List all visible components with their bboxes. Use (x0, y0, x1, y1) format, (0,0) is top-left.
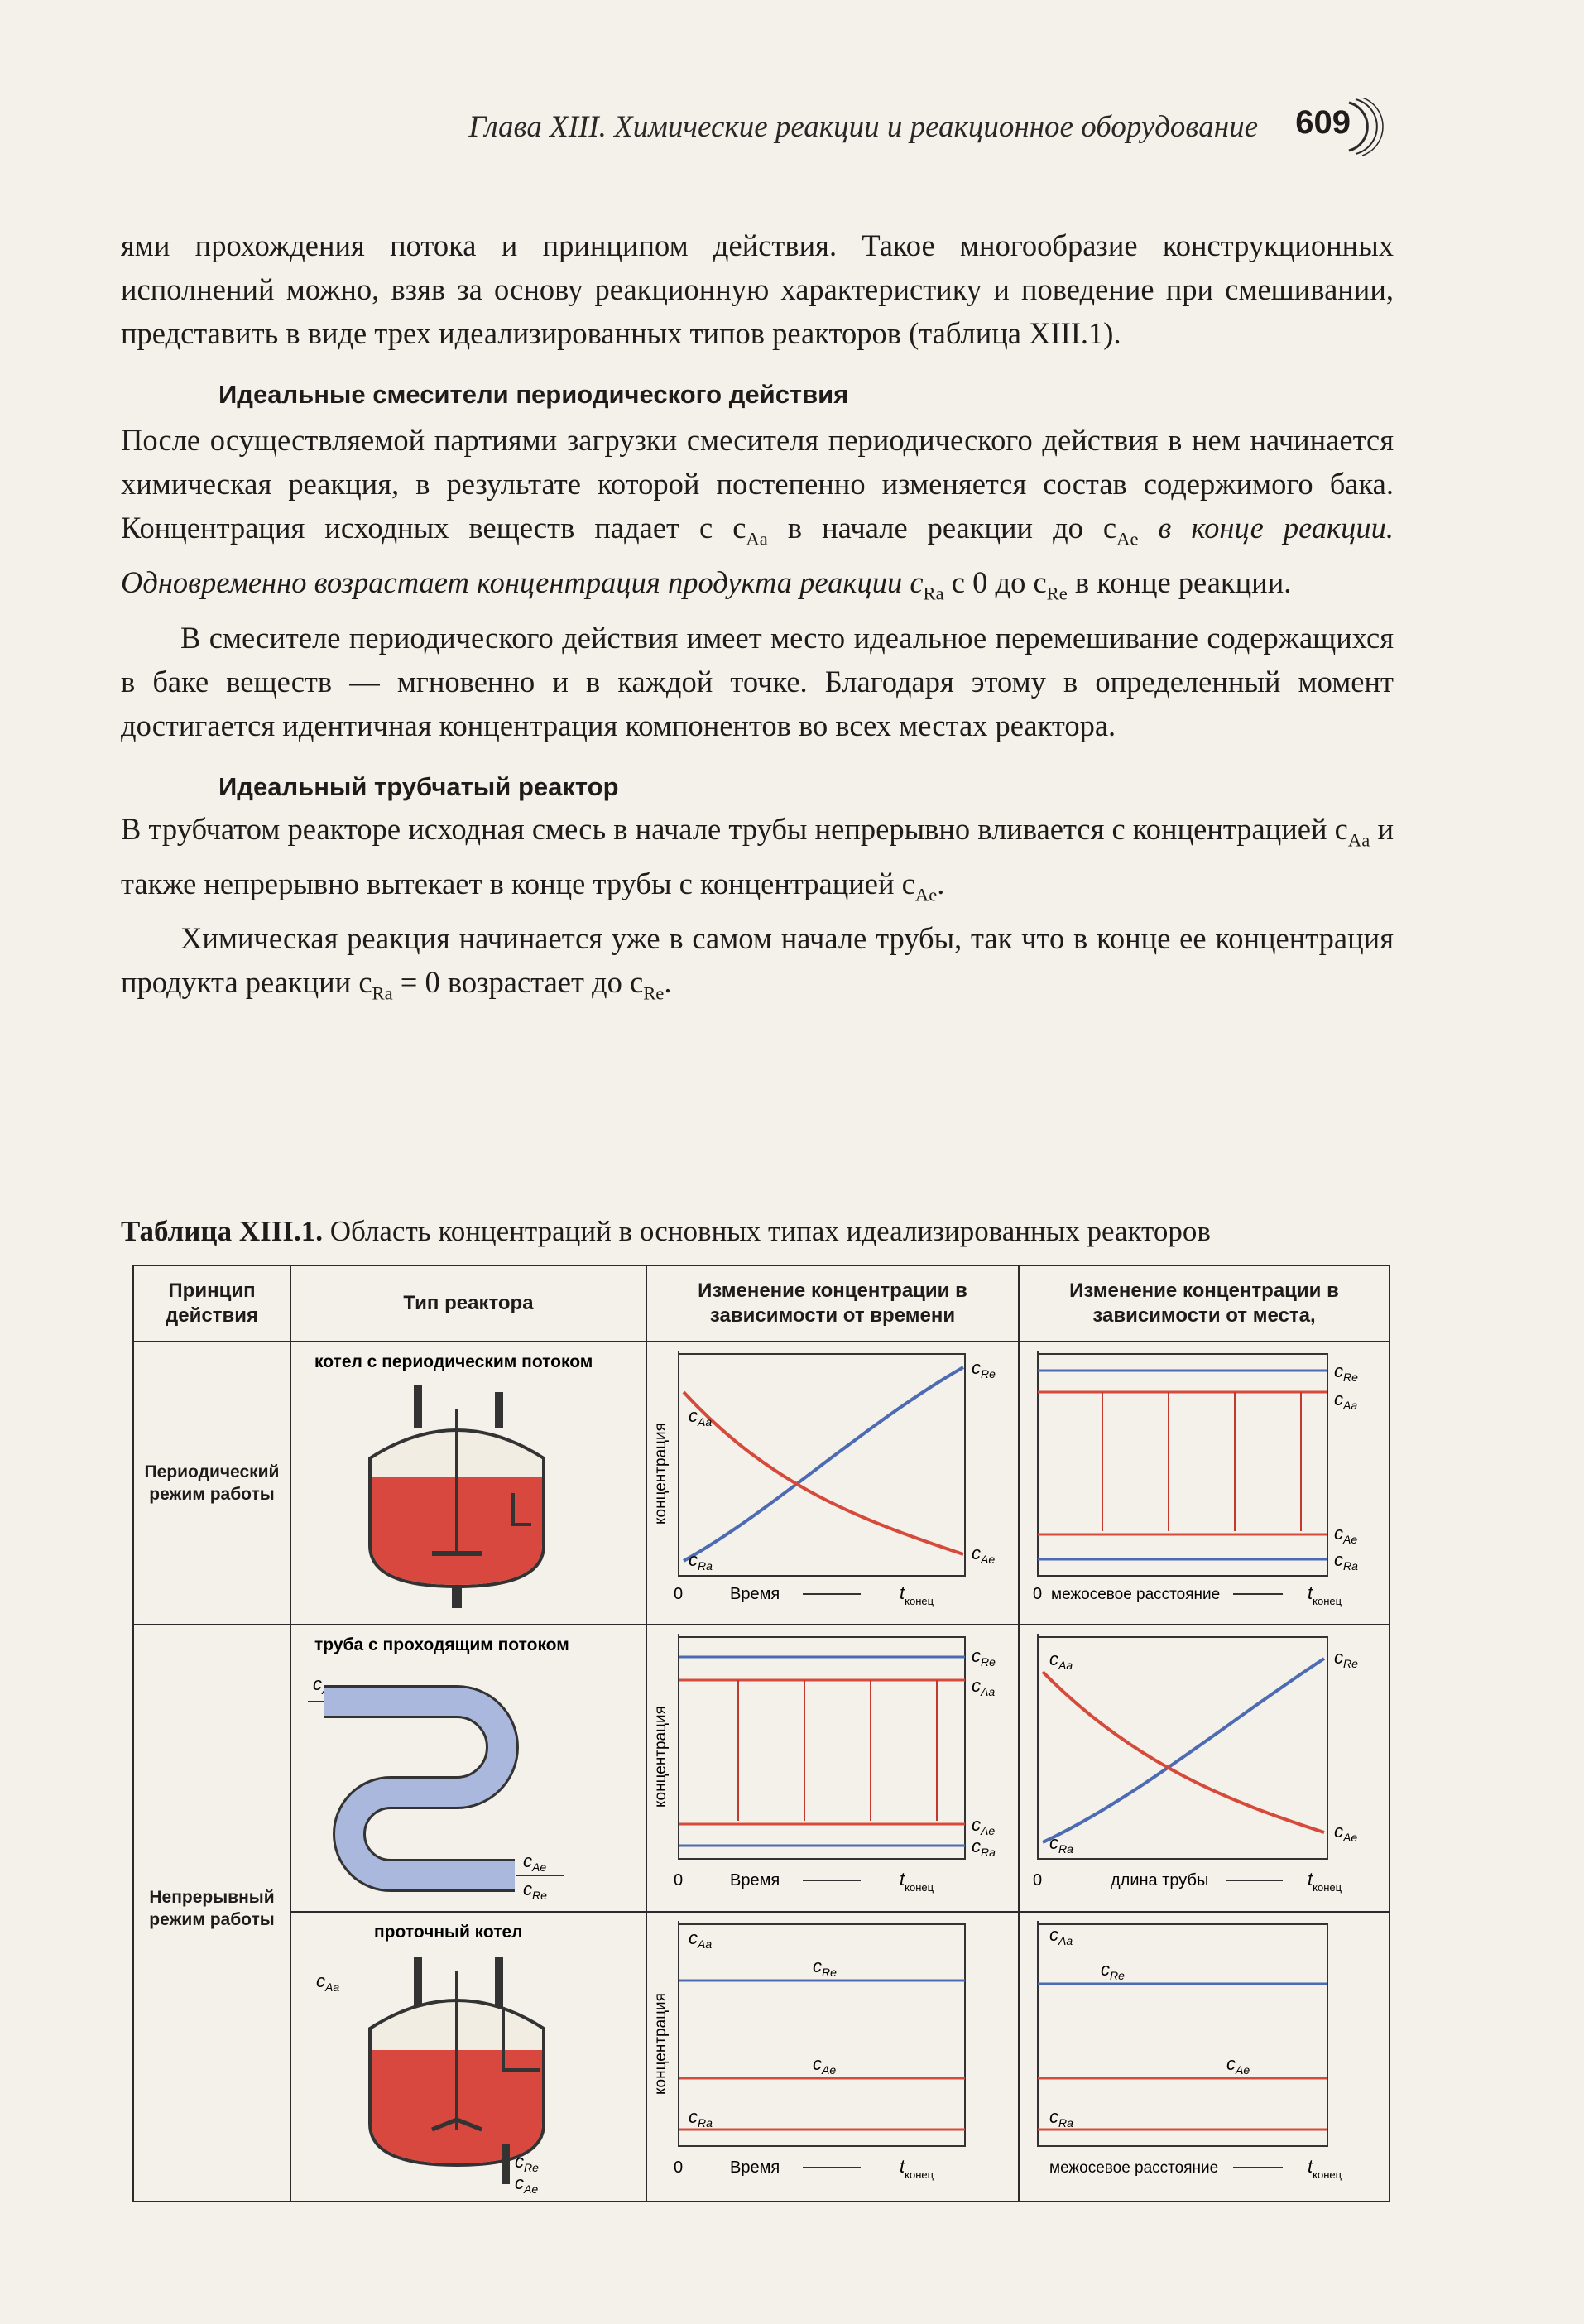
x-axis-label: межосевое расстояние (1051, 1586, 1221, 1603)
page-number-arc-decoration (1332, 98, 1390, 156)
body-text (121, 223, 1394, 1015)
chapter-title: Глава XIII. Химические реакции и реакционное оборудование (468, 110, 1258, 144)
x-axis-t-end: $t_{конец}$ (900, 2156, 934, 2181)
cstr-outlet-label-re: $c_{Re}$ (515, 2151, 539, 2174)
x-axis-zero: 0 (674, 2158, 684, 2177)
header-place: Изменение концентрации в зависимости от места, (1019, 1265, 1390, 1342)
x-axis-zero: 0 (674, 1871, 684, 1889)
label-c-re: $c_{Re}$ (972, 1645, 996, 1669)
label-c-aa: $c_{Aa}$ (1049, 1649, 1073, 1672)
cstr-inlet-label: $c_{Aa}$ (316, 1971, 340, 1994)
label-c-ra: $c_{Ra}$ (689, 1549, 713, 1573)
label-c-ra: $c_{Ra}$ (1049, 2106, 1073, 2130)
cstr-gas-pipe (495, 1957, 503, 2007)
x-axis-label: Время (730, 1585, 780, 1603)
batch-gas-pipe (495, 1392, 503, 1428)
reactor-batch-cell (290, 1342, 646, 1625)
label-c-ae: $c_{Ae}$ (972, 1814, 996, 1837)
product-curve (684, 1367, 963, 1561)
label-c-ae: $c_{Ae}$ (972, 1543, 996, 1566)
section-heading-tubular-reactor: Идеальный трубчатый реактор (218, 771, 619, 801)
x-axis-zero: 0 (674, 1585, 684, 1603)
label-c-ae: $c_{Ae}$ (1226, 2053, 1250, 2077)
x-axis-t-end: $t_{конец}$ (900, 1582, 934, 1607)
chart-place-tube (1020, 1625, 1390, 1907)
x-axis-label: Время (730, 2158, 780, 2177)
x-axis-label: длина трубы (1111, 1871, 1209, 1889)
x-axis-t-end: $t_{конец}$ (1308, 1869, 1342, 1894)
label-c-re: $c_{Re}$ (1334, 1647, 1358, 1670)
x-axis-t-end: $t_{конец}$ (1308, 2156, 1342, 2181)
label-c-re: $c_{Re}$ (1334, 1361, 1358, 1384)
x-axis-zero: 0 (1033, 1871, 1043, 1889)
page-header (248, 98, 1390, 156)
reactor-batch-label: котел с периодическим потоком (314, 1352, 593, 1371)
page-number: 609 (1295, 104, 1351, 141)
label-c-re: $c_{Re}$ (972, 1357, 996, 1380)
tube-outlet-label-re: $c_{Re}$ (523, 1879, 547, 1902)
label-c-ae: $c_{Ae}$ (1334, 1523, 1358, 1546)
header-principle: Принцип действия (133, 1265, 290, 1342)
label-c-ra: $c_{Ra}$ (689, 2106, 713, 2130)
label-c-ae: $c_{Ae}$ (813, 2053, 837, 2077)
label-c-re: $c_{Re}$ (813, 1956, 837, 1979)
plot-frame (1038, 1924, 1327, 2146)
chart-time-cstr (647, 1913, 1020, 2197)
label-c-ra: $c_{Ra}$ (1049, 1832, 1073, 1856)
reactant-curve (1043, 1672, 1324, 1832)
batch-mixer-paragraph-1: После осуществляемой партиями загрузки смесителя периодического действия в нем начинается химическая реакция, в результате которой постепенно изменяется состав содержимого бака. Концентрация исходных веществ падает с $c_{Aa}$ в начале реакции до $c_{Ae}$ в конце реакции. Одновременно возрастает концентрация продукта реакции $c_{Ra}$ с 0 до $c_{Re}$ в конце реакции. (121, 423, 1394, 604)
batch-mixer-paragraph-2: В смесителе периодического действия имеет место идеальное перемешивание содержащихся в баке веществ — мгновенно и в каждой точке. Благодаря этому в определенный момент достигается идентичная концентрация компонентов во всех местах реактора. (121, 620, 1394, 742)
label-c-aa: $c_{Aa}$ (1334, 1389, 1358, 1412)
plot-frame (1038, 1354, 1327, 1576)
table-caption: Таблица XIII.1. Область концентраций в основных типах идеализированных реакторов (121, 1215, 1211, 1247)
label-c-aa: $c_{Aa}$ (689, 1928, 713, 1951)
reactor-table (132, 1265, 1390, 2202)
y-axis-label: концентрация (652, 1423, 670, 1525)
tube-body (324, 1702, 515, 1875)
chart-time-tube (647, 1625, 1020, 1907)
x-axis-label: межосевое расстояние (1049, 2159, 1219, 2177)
x-axis-label: Время (730, 1871, 780, 1889)
reactor-tube-cell (290, 1625, 646, 1912)
mode-periodic: Периодический режим работы (133, 1342, 290, 1625)
label-c-ae: $c_{Ae}$ (1334, 1821, 1358, 1844)
batch-inlet-pipe (414, 1385, 422, 1428)
label-c-ra: $c_{Ra}$ (972, 1836, 996, 1859)
cstr-inlet-pipe (414, 1957, 422, 2007)
tubular-reactor-paragraph-1: В трубчатом реакторе исходная смесь в начале трубы непрерывно вливается с концентрацией $c_{Aa}$ и также непрерывно вытекает в конце трубы с концентрацией $c_{Ae}$. (121, 811, 1394, 905)
chart-place-periodic (1020, 1342, 1390, 1620)
batch-reactor-diagram (291, 1342, 647, 1620)
label-c-aa: $c_{Aa}$ (1049, 1924, 1073, 1947)
label-c-aa: $c_{Aa}$ (689, 1405, 713, 1428)
plot-frame (1038, 1637, 1327, 1859)
x-axis-t-end: $t_{конец}$ (900, 1869, 934, 1894)
intro-paragraph: ями прохождения потока и принципом действия. Такое многообразие конструкционных исполнений можно, взяв за основу реакционную характеристику и поведение при смешивании, представить в виде трех идеализированных типов реакторов (таблица XIII.1). (121, 228, 1394, 350)
chart-time-tube-cell (646, 1625, 1019, 1912)
cstr-outlet-pipe (502, 2144, 510, 2184)
y-axis-label: концентрация (652, 1706, 670, 1808)
label-c-aa: $c_{Aa}$ (972, 1675, 996, 1698)
label-c-ra: $c_{Ra}$ (1334, 1549, 1358, 1573)
chart-time-periodic-cell (646, 1342, 1019, 1625)
flow-reactor-diagram (291, 1913, 647, 2197)
chart-time-cstr-cell (646, 1912, 1019, 2202)
label-c-re: $c_{Re}$ (1101, 1959, 1125, 1982)
reactor-tube-label: труба с проходящим потоком (314, 1635, 569, 1654)
chart-time-periodic (647, 1342, 1020, 1620)
reactor-cstr-cell (290, 1912, 646, 2202)
x-axis-t-end: $t_{конец}$ (1308, 1582, 1342, 1607)
tube-outlet-label-ae: $c_{Ae}$ (523, 1851, 547, 1874)
chart-place-cstr (1020, 1913, 1390, 2197)
y-axis-label: концентрация (652, 1993, 670, 2095)
chart-place-tube-cell (1019, 1625, 1390, 1912)
cstr-outlet-label-ae: $c_{Ae}$ (515, 2173, 539, 2196)
plot-frame (679, 1924, 965, 2146)
mode-continuous: Непрерывный режим работы (133, 1625, 290, 2202)
header-type: Тип реактора (290, 1265, 646, 1342)
header-time: Изменение концентрации в зависимости от времени (646, 1265, 1019, 1342)
tube-inlet-label: $c_{Aa}$ (313, 1673, 337, 1697)
chart-place-cstr-cell (1019, 1912, 1390, 2202)
chart-place-periodic-cell (1019, 1342, 1390, 1625)
x-axis-zero: 0 (1033, 1585, 1043, 1603)
plot-frame (679, 1637, 965, 1859)
batch-outlet-pipe (452, 1587, 462, 1608)
tube-reactor-diagram (291, 1625, 647, 1907)
reactor-cstr-label: проточный котел (374, 1923, 523, 1942)
reactant-curve (684, 1392, 963, 1554)
product-curve (1043, 1659, 1324, 1842)
tubular-reactor-paragraph-2: Химическая реакция начинается уже в самом начале трубы, так что в конце ее концентрация продукта реакции $c_{Ra} = 0$ возрастает до $c_{Re}$. (121, 921, 1394, 1004)
section-heading-batch-mixer: Идеальные смесители периодического действия (218, 380, 849, 409)
